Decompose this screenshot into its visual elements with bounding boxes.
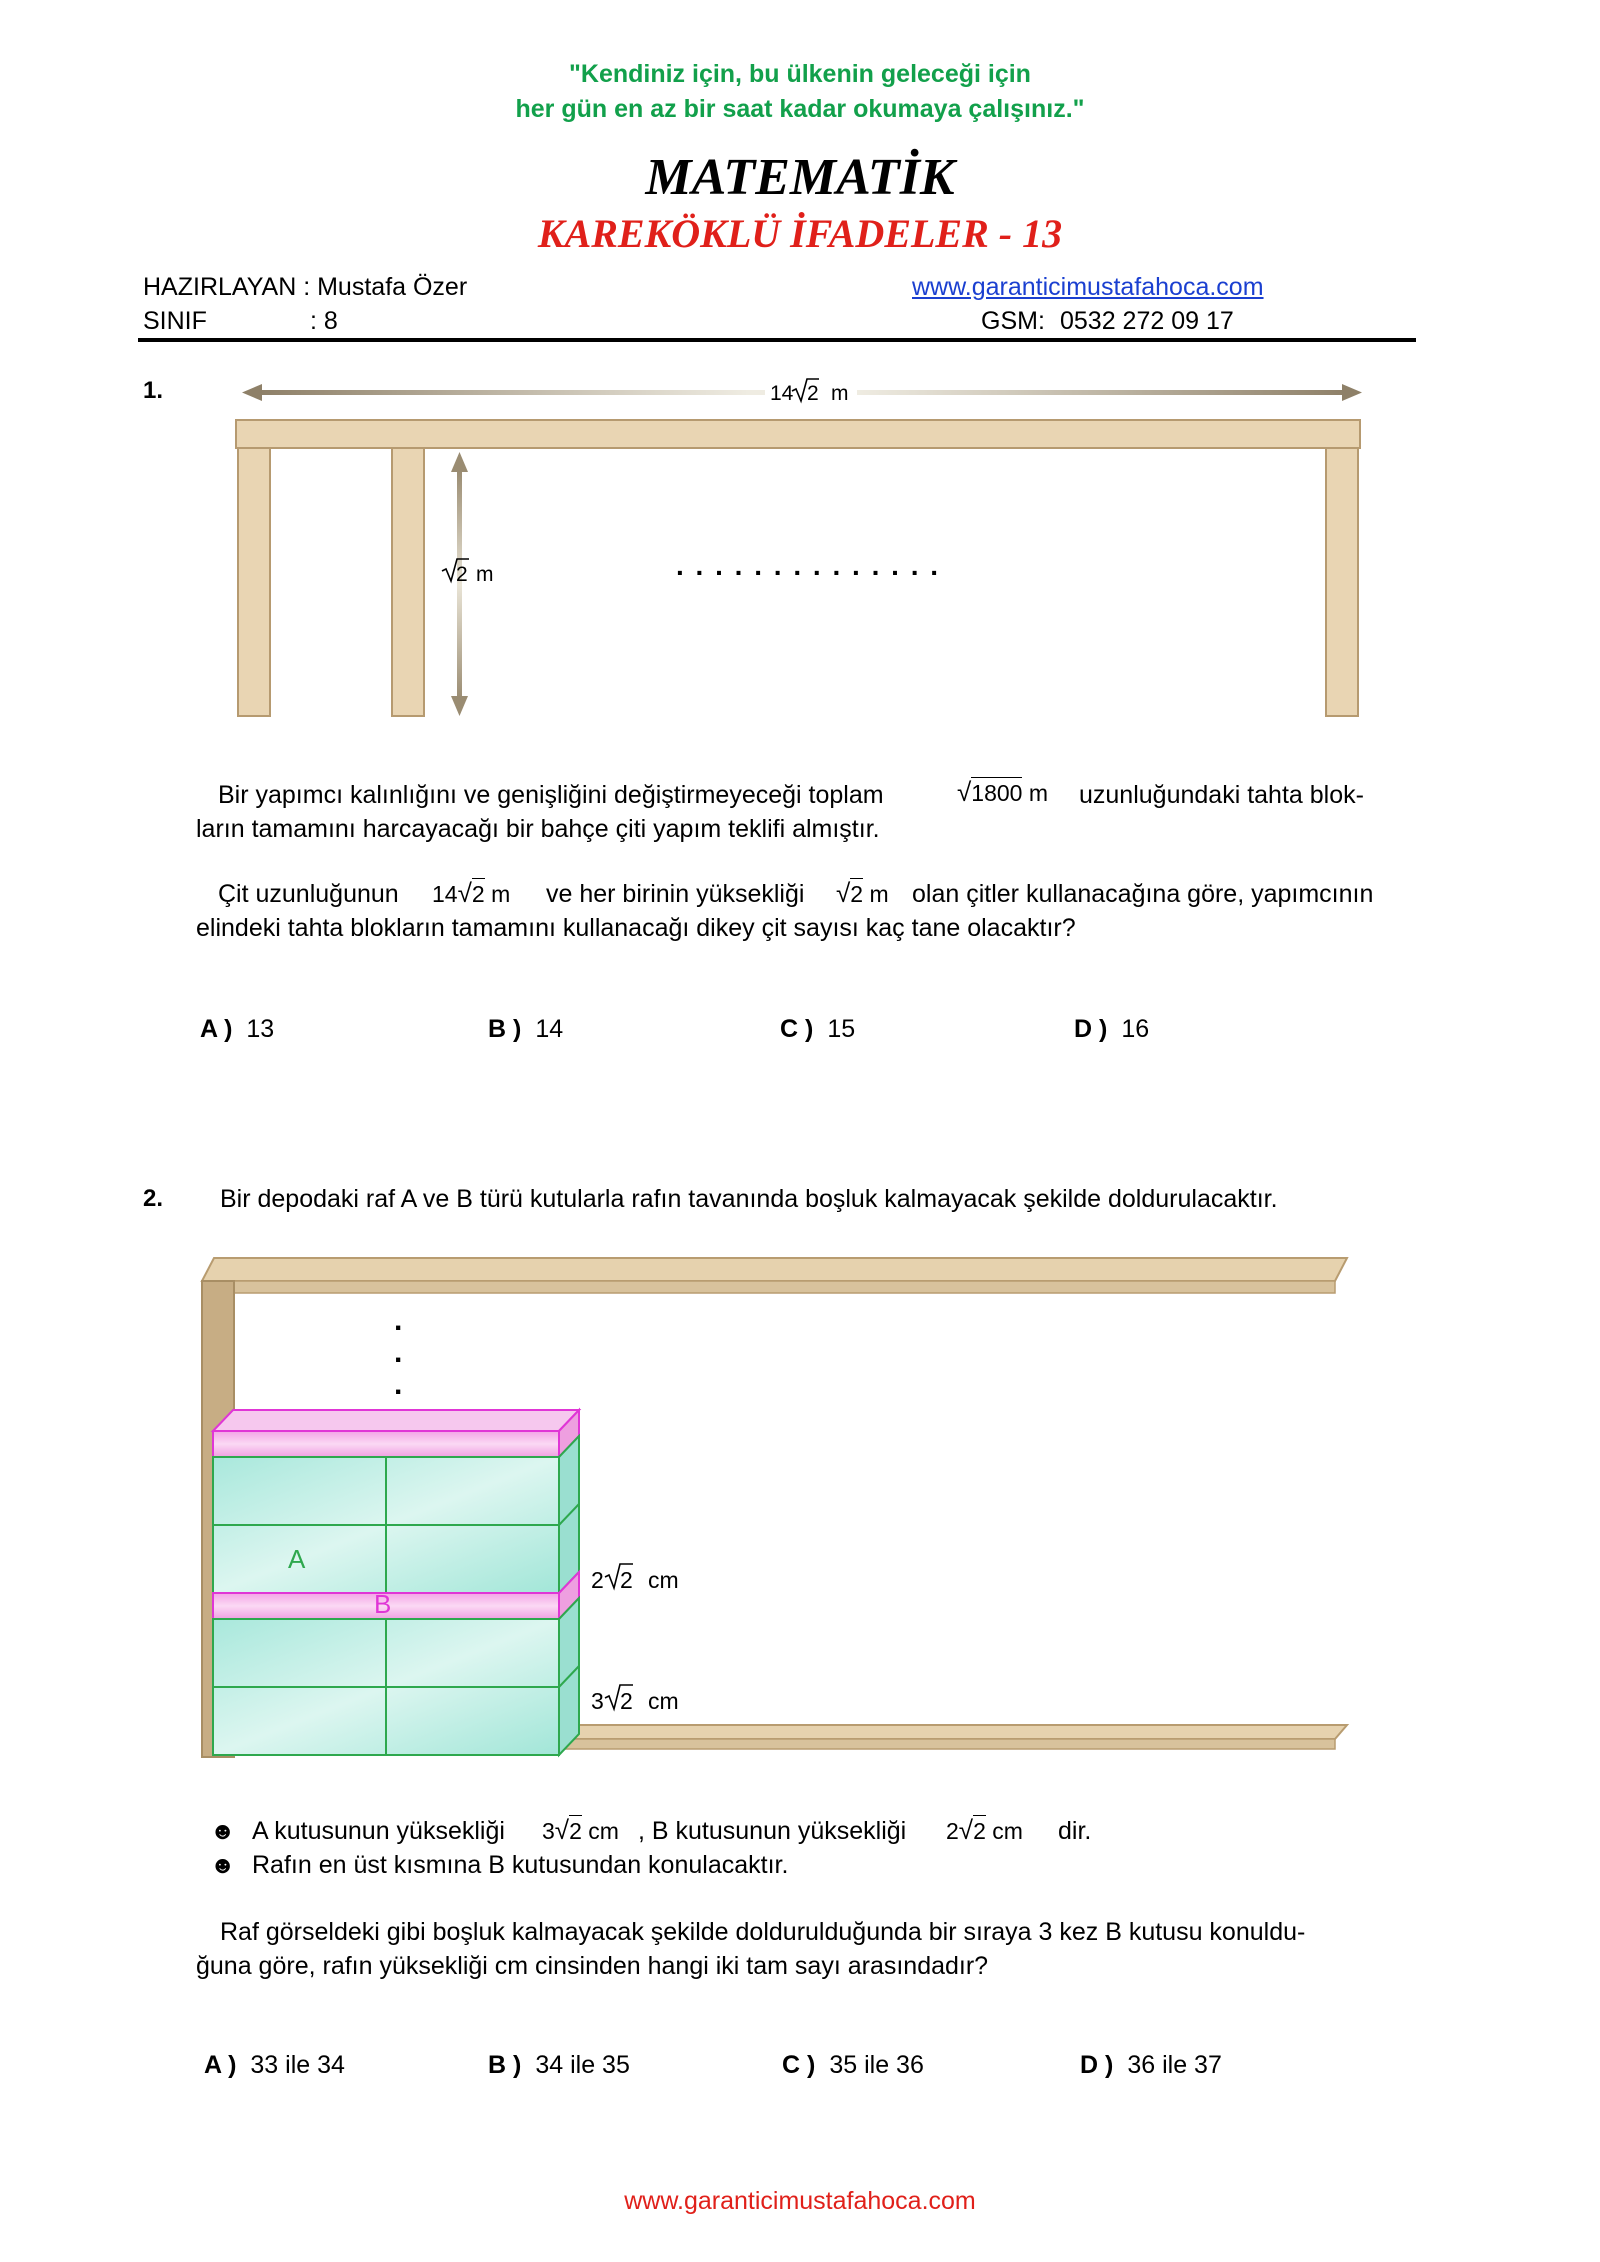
box-a-stack-upper <box>213 1436 579 1593</box>
q1-para1-start: Bir yapımcı kalınlığını ve genişliğini değiştirmeyeceği toplam <box>218 781 884 809</box>
author-label: HAZIRLAYAN : Mustafa Özer <box>143 273 468 301</box>
fence-figure <box>0 360 1600 730</box>
q1-post-height-radicand: 2 <box>850 878 863 907</box>
website-link[interactable]: www.garanticimustafahoca.com <box>912 273 1264 301</box>
q2-option-a[interactable]: A ) 33 ile 34 <box>204 2051 345 2079</box>
q2-intro: Bir depodaki raf A ve B türü kutularla rafın tavanında boşluk kalmayacak şekilde doldurulacaktır. <box>220 1185 1278 1213</box>
gsm-label: GSM: <box>981 307 1045 335</box>
shelf-bottom-board <box>560 1725 1347 1739</box>
q1-option-d[interactable]: D ) 16 <box>1074 1015 1150 1043</box>
q1-option-c[interactable]: C ) 15 <box>780 1015 856 1043</box>
shelf-figure <box>0 1240 1600 1770</box>
header-divider <box>138 338 1416 342</box>
b-height-unit: cm <box>648 1567 679 1593</box>
box-a-label: A <box>288 1544 306 1574</box>
q2-option-b[interactable]: B ) 34 ile 35 <box>488 2051 630 2079</box>
stack-dot: . <box>394 1368 403 1401</box>
shelf-top-front <box>202 1281 1335 1293</box>
bullet-icon: ☻ <box>210 1852 236 1879</box>
fence-post <box>1326 448 1358 716</box>
stack-dot: . <box>394 1336 403 1369</box>
q1-para1-line2: ların tamamını harcayacağı bir bahçe çiti yapım teklifi almıştır. <box>196 815 880 843</box>
b-height-coef: 2 <box>591 1567 604 1593</box>
q2-para-line2: ğuna göre, rafın yüksekliği cm cinsinden hangi iki tam sayı arasındadır? <box>196 1952 989 1980</box>
question-1-number: 1. <box>143 377 164 404</box>
q2-bullet1-start: A kutusunun yüksekliği <box>252 1817 505 1845</box>
shelf-bottom-front <box>560 1739 1335 1749</box>
a-height-rad: 2 <box>620 1688 633 1714</box>
q1-fence-length-coef: 14 <box>432 881 458 907</box>
q1-fence-length: 14√2 m <box>432 878 511 908</box>
q1-post-height-unit: m <box>869 881 889 907</box>
stack-dot: . <box>394 1304 403 1337</box>
q2-b-height: 2√2 cm <box>946 1815 1023 1845</box>
q1-option-b[interactable]: B ) 14 <box>488 1015 564 1043</box>
length-label-coef: 14 <box>770 382 794 405</box>
q1-para2-end: olan çitler kullanacağına göre, yapımcının <box>912 880 1374 908</box>
height-label-rad: 2 <box>456 563 468 586</box>
footer-website[interactable]: www.garanticimustafahoca.com <box>624 2187 976 2215</box>
q2-bullet2: Rafın en üst kısmına B kutusundan konulacaktır. <box>252 1851 789 1879</box>
q2-a-height-coef: 3 <box>542 1818 555 1844</box>
fence-post <box>238 448 270 716</box>
q2-option-d[interactable]: D ) 36 ile 37 <box>1080 2051 1222 2079</box>
a-height-coef: 3 <box>591 1688 604 1714</box>
q2-b-height-radicand: 2 <box>973 1815 986 1844</box>
q1-post-height: √2 m <box>836 878 889 908</box>
bullet-icon: ☻ <box>210 1818 236 1845</box>
q2-bullet1-mid: , B kutusunun yüksekliği <box>638 1817 907 1845</box>
motto-line-2: her gün en az bir saat kadar okumaya çalışınız." <box>515 95 1085 123</box>
a-height-unit: cm <box>648 1688 679 1714</box>
b-height-rad: 2 <box>620 1567 633 1593</box>
fence-post <box>392 448 424 716</box>
q1-fence-length-unit: m <box>491 881 511 907</box>
q1-total-length-radicand: 1800 <box>971 777 1022 806</box>
fence-continuation-dots: . . . . . . . . . . . . . . <box>676 550 941 581</box>
q1-para2-line2: elindeki tahta blokların tamamını kullanacağı dikey çit sayısı kaç tane olacaktır? <box>196 914 1076 942</box>
box-b-label: B <box>374 1589 392 1619</box>
q1-option-a[interactable]: A ) 13 <box>200 1015 275 1043</box>
page-title: MATEMATİK <box>645 149 955 206</box>
q1-fence-length-radicand: 2 <box>472 878 485 907</box>
length-label-rad: 2 <box>807 382 819 405</box>
class-value: : 8 <box>310 307 338 335</box>
box-a-stack-lower <box>213 1598 579 1755</box>
q2-b-height-coef: 2 <box>946 1818 959 1844</box>
fence-top-board <box>236 420 1360 448</box>
question-2-number: 2. <box>143 1185 164 1212</box>
box-b-top <box>213 1410 579 1457</box>
class-label: SINIF <box>143 307 207 335</box>
gsm-value: 0532 272 09 17 <box>1060 307 1234 335</box>
motto-line-1: "Kendiniz için, bu ülkenin geleceği için <box>569 60 1031 88</box>
q1-total-length-unit: m <box>1028 780 1049 806</box>
q2-a-height: 3√2 cm <box>542 1815 619 1845</box>
q2-a-height-radicand: 2 <box>569 1815 582 1844</box>
q1-total-length: √1800 m <box>957 777 1049 807</box>
page-subtitle: KAREKÖKLÜ İFADELER - 13 <box>537 211 1063 256</box>
q2-bullet1-end: dir. <box>1058 1817 1092 1845</box>
shelf-top-board <box>202 1258 1347 1281</box>
length-label-unit: m <box>831 382 849 405</box>
q1-para2-mid: ve her birinin yüksekliği <box>546 880 805 908</box>
q2-option-c[interactable]: C ) 35 ile 36 <box>782 2051 924 2079</box>
q2-b-height-unit: cm <box>992 1818 1023 1844</box>
q1-para2-start: Çit uzunluğunun <box>218 880 399 908</box>
q2-para-line1: Raf görseldeki gibi boşluk kalmayacak şekilde doldurulduğunda bir sıraya 3 kez B kutusu konuldu- <box>220 1918 1306 1946</box>
q1-para1-end: uzunluğundaki tahta blok- <box>1079 781 1364 809</box>
height-label-unit: m <box>476 563 494 586</box>
q2-a-height-unit: cm <box>588 1818 619 1844</box>
